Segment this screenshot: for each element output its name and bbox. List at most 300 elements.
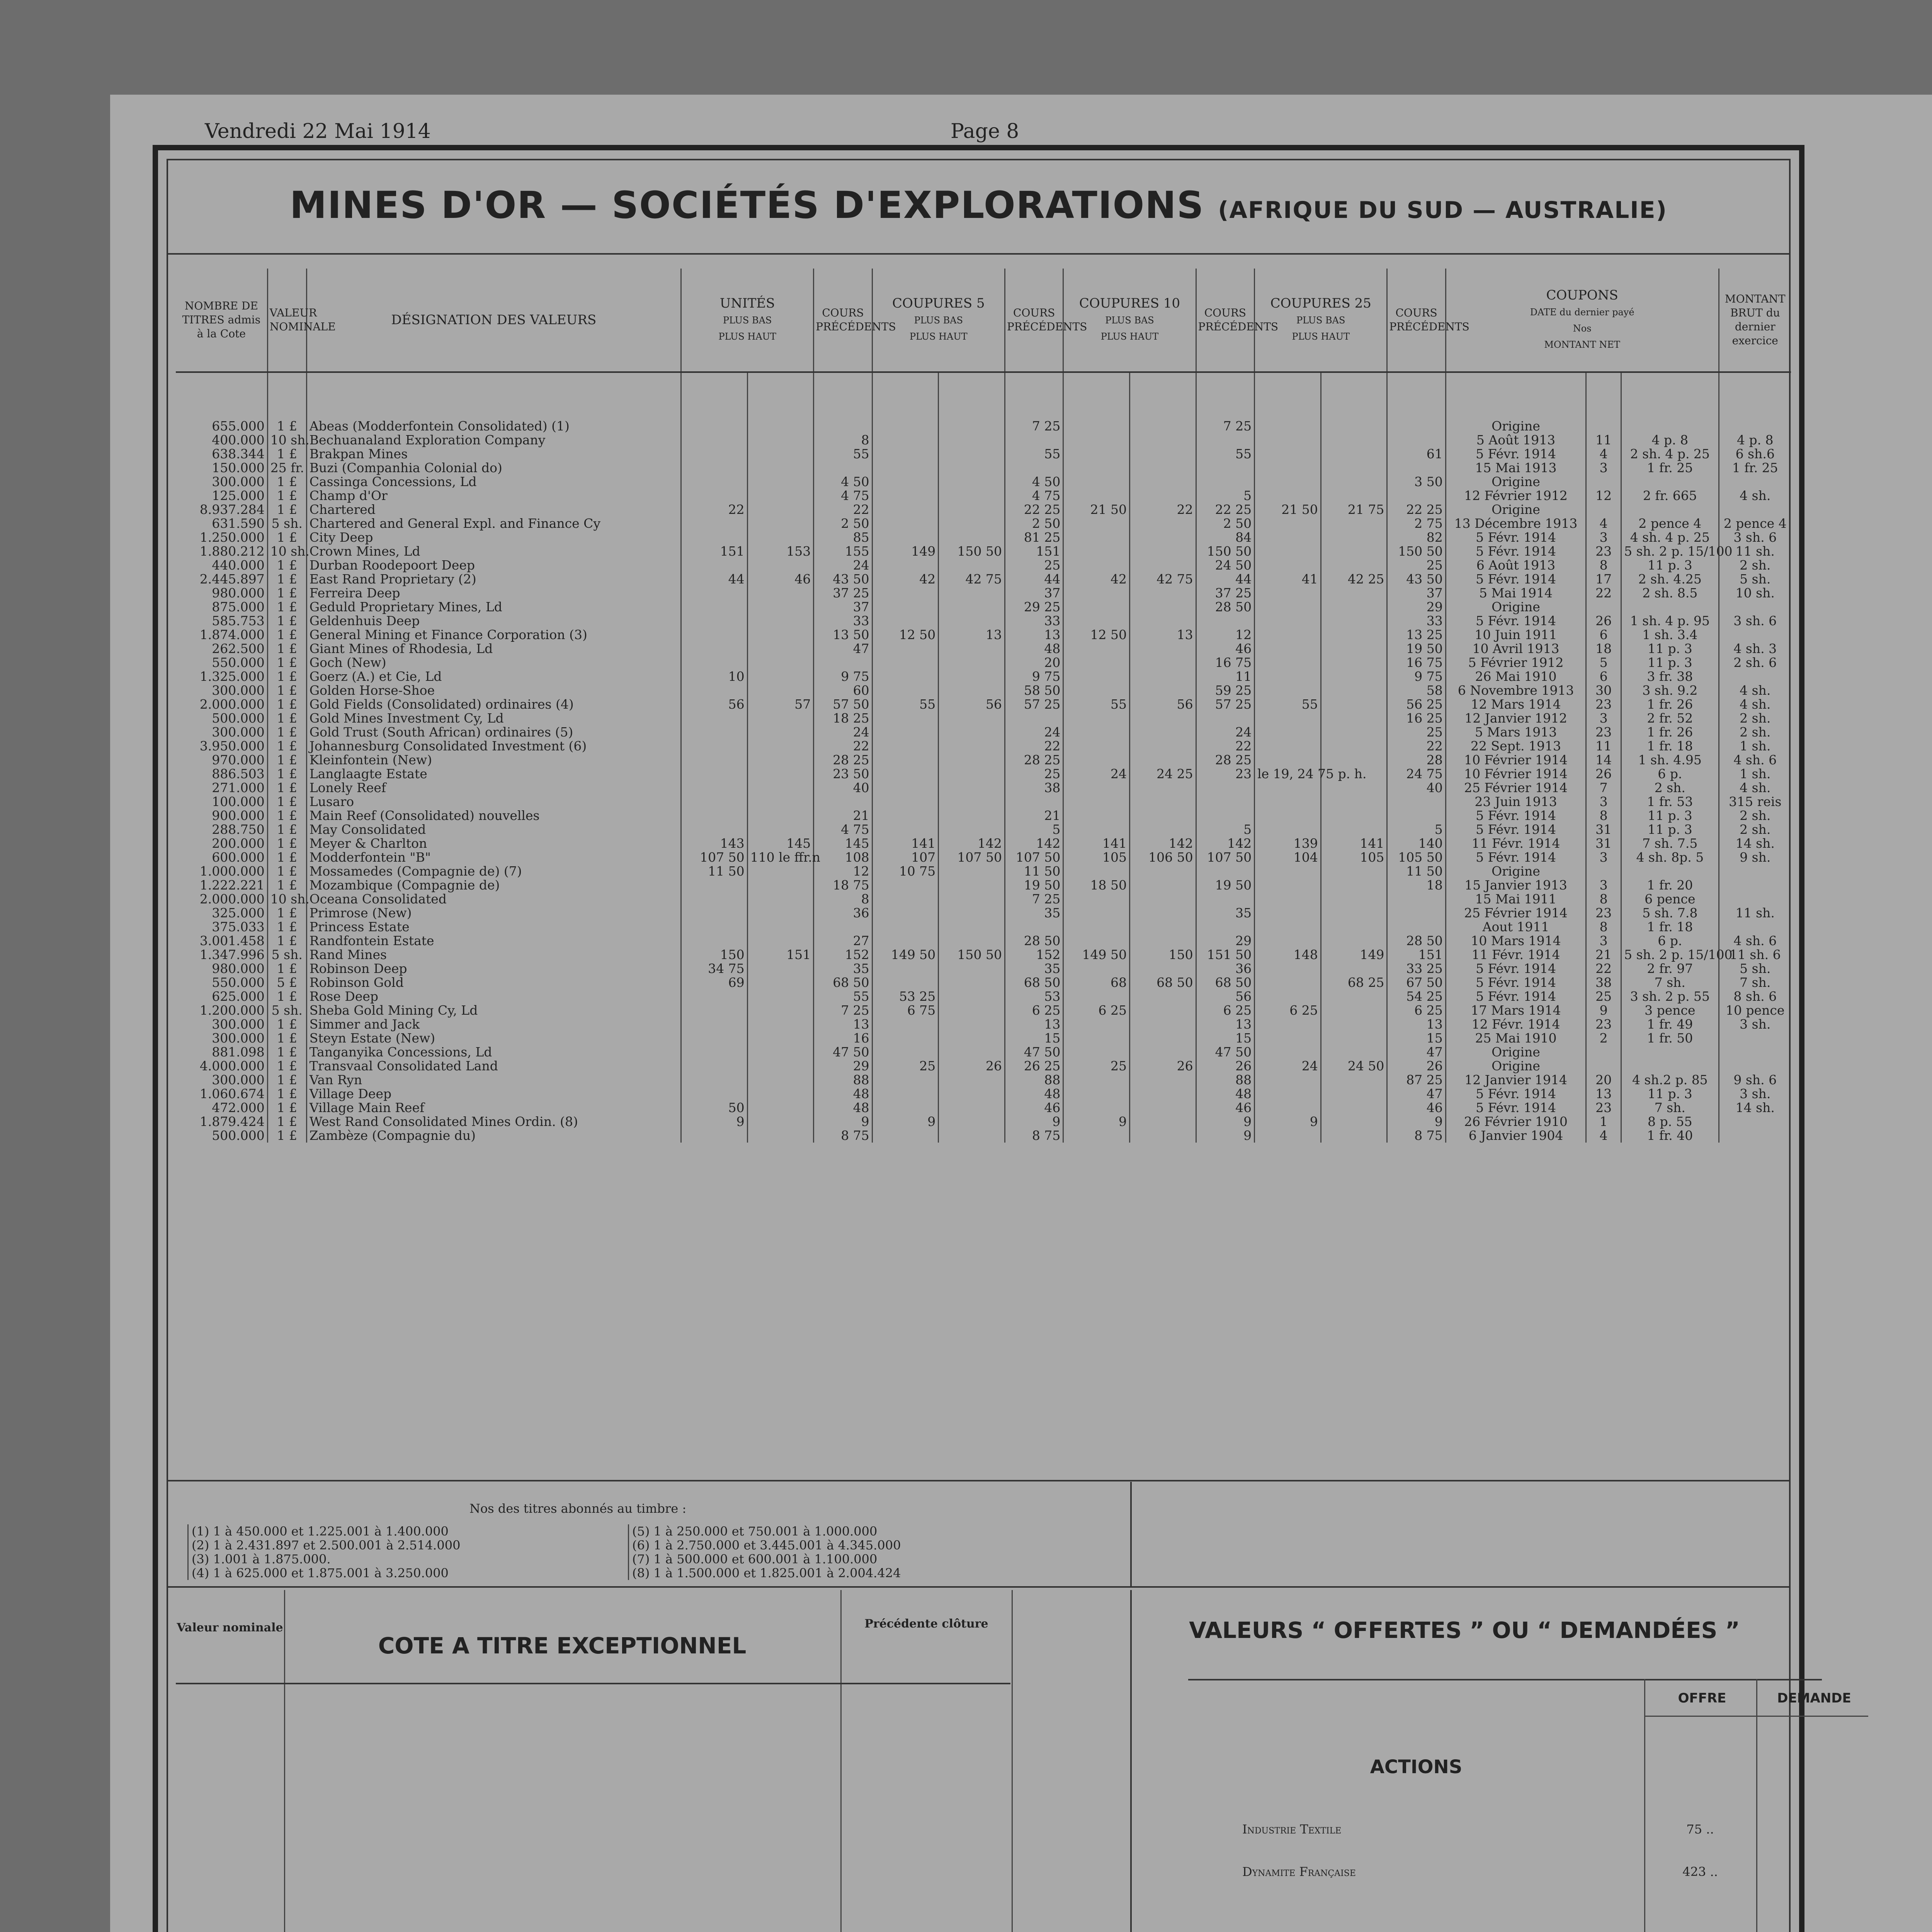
cell-c10c: 24 bbox=[1196, 725, 1254, 739]
cell-v: 1 £ bbox=[267, 837, 306, 850]
cell-c10h: 42 75 bbox=[1130, 572, 1196, 586]
cell-brut: 4 sh. bbox=[1719, 684, 1791, 697]
cell-c25b bbox=[1255, 1017, 1321, 1031]
cell-c25h bbox=[1321, 475, 1387, 489]
cell-c25h bbox=[1321, 962, 1387, 976]
cell-c25h bbox=[1321, 447, 1387, 461]
cell-d: Lusaro bbox=[306, 795, 681, 809]
cell-date: 26 Mai 1910 bbox=[1446, 670, 1586, 684]
cell-c10h: 22 bbox=[1130, 503, 1196, 517]
cell-c5h bbox=[939, 670, 1005, 684]
exceptionnel-col-line bbox=[840, 1590, 842, 1932]
cell-date: 15 Janvier 1913 bbox=[1446, 878, 1586, 892]
demande-label: DEMANDE bbox=[1777, 1690, 1851, 1706]
cell-brut: 4 sh. bbox=[1719, 781, 1791, 795]
cell-c10b bbox=[1063, 906, 1130, 920]
cell-c5b bbox=[872, 1129, 939, 1143]
cell-c5h bbox=[939, 753, 1005, 767]
notes-rule bbox=[168, 1480, 1789, 1481]
cell-net: 3 fr. 38 bbox=[1621, 670, 1719, 684]
cell-c10h bbox=[1130, 920, 1196, 934]
cell-c5b bbox=[872, 892, 939, 906]
cell-v: 1 £ bbox=[267, 753, 306, 767]
cell-c25b bbox=[1255, 1031, 1321, 1045]
cell-c10c: 2 50 bbox=[1196, 517, 1254, 531]
cell-c25c: 56 25 bbox=[1387, 697, 1446, 711]
cell-ub bbox=[681, 934, 747, 948]
cell-no: 12 bbox=[1586, 489, 1621, 503]
cell-uh bbox=[747, 600, 814, 614]
cell-brut: 2 sh. bbox=[1719, 711, 1791, 725]
cell-brut bbox=[1719, 878, 1791, 892]
table-row bbox=[176, 642, 1791, 656]
cell-date: 5 Févr. 1914 bbox=[1446, 990, 1586, 1003]
offertes-title: VALEURS “ OFFERTES ” OU “ DEMANDÉES ” bbox=[1189, 1617, 1740, 1643]
cell-c25c: 9 75 bbox=[1387, 670, 1446, 684]
cell-c10c: 142 bbox=[1196, 837, 1254, 850]
cell-brut bbox=[1719, 475, 1791, 489]
cell-n: 3.950.000 bbox=[199, 738, 265, 753]
cell-c25h bbox=[1321, 1017, 1387, 1031]
title-main: MINES D'OR — SOCIÉTÉS D'EXPLORATIONS bbox=[289, 184, 1204, 227]
cell-date: 12 Janvier 1914 bbox=[1446, 1073, 1586, 1087]
cell-date: 6 Janvier 1904 bbox=[1446, 1129, 1586, 1143]
cell-uh bbox=[747, 1059, 814, 1073]
cell-ub: 11 50 bbox=[681, 864, 747, 878]
cell-v: 1 £ bbox=[267, 1017, 306, 1031]
cell-n: 440.000 bbox=[212, 558, 265, 573]
note-8: (8) 1 à 1.500.000 et 1.825.001 à 2.004.424 bbox=[632, 1566, 901, 1580]
cell-d: Abeas (Modderfontein Consolidated) (1) bbox=[306, 419, 681, 433]
cell-uh bbox=[747, 809, 814, 823]
cell-net: 3 sh. 2 p. 55 bbox=[1621, 990, 1719, 1003]
table-row bbox=[176, 1031, 1791, 1045]
cell-brut: 4 sh. 6 bbox=[1719, 934, 1791, 948]
col-montant-brut: MONTANT BRUT du dernier exercice bbox=[1719, 269, 1791, 372]
cell-n: 655.000 bbox=[212, 418, 265, 434]
cell-uh bbox=[747, 864, 814, 878]
table-row bbox=[176, 433, 1791, 447]
cell-c25b bbox=[1255, 628, 1321, 642]
cell-date: 22 Sept. 1913 bbox=[1446, 739, 1586, 753]
cell-c5c: 4 50 bbox=[1005, 475, 1063, 489]
cell-v: 10 sh. bbox=[267, 544, 306, 558]
cell-c25b bbox=[1255, 642, 1321, 656]
cell-c5h bbox=[939, 531, 1005, 544]
cell-c10h bbox=[1130, 906, 1196, 920]
cell-c10h bbox=[1130, 1115, 1196, 1129]
cell-c10c: 23 bbox=[1196, 767, 1254, 781]
table-row bbox=[176, 586, 1791, 600]
table-row bbox=[176, 976, 1791, 990]
cell-c25c: 47 bbox=[1387, 1087, 1446, 1101]
cell-uh bbox=[747, 656, 814, 670]
cell-c5c: 35 bbox=[1005, 962, 1063, 976]
cell-c10h: 26 bbox=[1130, 1059, 1196, 1073]
cell-c10c: 48 bbox=[1196, 1087, 1254, 1101]
cell-c10b bbox=[1063, 433, 1130, 447]
cell-c25c bbox=[1387, 419, 1446, 433]
cell-d: Steyn Estate (New) bbox=[306, 1031, 681, 1045]
table-row bbox=[176, 837, 1791, 850]
cell-ub bbox=[681, 628, 747, 642]
cell-c25h bbox=[1321, 558, 1387, 572]
cell-c5c: 47 50 bbox=[1005, 1045, 1063, 1059]
cell-c10c: 37 25 bbox=[1196, 586, 1254, 600]
cell-uc: 29 bbox=[814, 1059, 872, 1073]
cell-c5h bbox=[939, 419, 1005, 433]
cell-v: 10 sh. bbox=[267, 892, 306, 906]
cell-no: 3 bbox=[1586, 711, 1621, 725]
cell-c25b bbox=[1255, 920, 1321, 934]
cell-uh bbox=[747, 739, 814, 753]
cell-ub bbox=[681, 906, 747, 920]
cell-c5c: 19 50 bbox=[1005, 878, 1063, 892]
cell-ub bbox=[681, 461, 747, 475]
cell-date: 5 Févr. 1914 bbox=[1446, 544, 1586, 558]
cell-v: 1 £ bbox=[267, 864, 306, 878]
cell-c10h bbox=[1130, 934, 1196, 948]
cell-date: 26 Février 1910 bbox=[1446, 1115, 1586, 1129]
cell-v: 1 £ bbox=[267, 1129, 306, 1143]
note-3: (3) 1.001 à 1.875.000. bbox=[192, 1552, 331, 1566]
cell-date: 5 Févr. 1914 bbox=[1446, 1101, 1586, 1115]
cell-c5c: 48 bbox=[1005, 1087, 1063, 1101]
cell-ub bbox=[681, 531, 747, 544]
note-1: (1) 1 à 450.000 et 1.225.001 à 1.400.000 bbox=[192, 1524, 449, 1539]
cell-uh bbox=[747, 823, 814, 837]
cell-uh: 153 bbox=[747, 544, 814, 558]
cell-c10b bbox=[1063, 1031, 1130, 1045]
cell-c10c: 84 bbox=[1196, 531, 1254, 544]
cell-c5b bbox=[872, 475, 939, 489]
cell-no bbox=[1586, 600, 1621, 614]
cell-uc: 36 bbox=[814, 906, 872, 920]
cell-c10h bbox=[1130, 586, 1196, 600]
cell-uh: 110 le ffr.n bbox=[747, 850, 814, 864]
cell-uc: 24 bbox=[814, 725, 872, 739]
cell-date: Origine bbox=[1446, 1045, 1586, 1059]
cell-c10c: 151 50 bbox=[1196, 948, 1254, 962]
cell-date: 11 Févr. 1914 bbox=[1446, 837, 1586, 850]
cell-c25h bbox=[1321, 990, 1387, 1003]
cell-c25h: 68 25 bbox=[1321, 976, 1387, 990]
cell-uc: 8 bbox=[814, 433, 872, 447]
cell-c5c: 24 bbox=[1005, 725, 1063, 739]
cell-c25c: 47 bbox=[1387, 1045, 1446, 1059]
table-row bbox=[176, 600, 1791, 614]
cell-c5c: 2 50 bbox=[1005, 517, 1063, 531]
cell-ub bbox=[681, 739, 747, 753]
cell-net bbox=[1621, 1059, 1719, 1073]
cell-no: 3 bbox=[1586, 795, 1621, 809]
cell-ub bbox=[681, 656, 747, 670]
cell-c25c: 151 bbox=[1387, 948, 1446, 962]
cell-brut: 11 sh. 6 bbox=[1719, 948, 1791, 962]
cell-uh bbox=[747, 962, 814, 976]
cell-c10c: 5 bbox=[1196, 489, 1254, 503]
header-date: Vendredi 22 Mai 1914 bbox=[205, 120, 431, 143]
cell-c5b: 141 bbox=[872, 837, 939, 850]
cell-c25b bbox=[1255, 795, 1321, 809]
cell-v: 1 £ bbox=[267, 711, 306, 725]
cell-n: 1.200.000 bbox=[199, 1003, 265, 1018]
cell-n: 1.222.221 bbox=[199, 878, 265, 893]
cell-c25b bbox=[1255, 906, 1321, 920]
cell-c5h bbox=[939, 823, 1005, 837]
cell-c10h: 24 25 bbox=[1130, 767, 1196, 781]
cell-c25h bbox=[1321, 864, 1387, 878]
cell-d: Buzi (Companhia Colonial do) bbox=[306, 461, 681, 475]
cell-uc: 9 75 bbox=[814, 670, 872, 684]
cell-no: 4 bbox=[1586, 447, 1621, 461]
cell-c10h bbox=[1130, 558, 1196, 572]
cell-v: 1 £ bbox=[267, 503, 306, 517]
demande-col-line bbox=[1756, 1679, 1757, 1932]
cell-date: 11 Févr. 1914 bbox=[1446, 948, 1586, 962]
offertes-rule bbox=[1188, 1679, 1822, 1680]
cell-c25c bbox=[1387, 920, 1446, 934]
cell-v: 1 £ bbox=[267, 489, 306, 503]
cell-d: Zambèze (Compagnie du) bbox=[306, 1129, 681, 1143]
cell-uh bbox=[747, 461, 814, 475]
cell-uc: 47 50 bbox=[814, 1045, 872, 1059]
cell-c10c: 16 75 bbox=[1196, 656, 1254, 670]
cell-date: 10 Juin 1911 bbox=[1446, 628, 1586, 642]
cell-c5h bbox=[939, 1087, 1005, 1101]
cell-brut: 10 sh. bbox=[1719, 586, 1791, 600]
cell-date: 5 Févr. 1914 bbox=[1446, 823, 1586, 837]
cell-c25h bbox=[1321, 1045, 1387, 1059]
cell-c5c: 38 bbox=[1005, 781, 1063, 795]
exc-header-rule bbox=[176, 1683, 1010, 1684]
cell-no: 26 bbox=[1586, 767, 1621, 781]
cell-c25c bbox=[1387, 433, 1446, 447]
cell-c5c: 15 bbox=[1005, 1031, 1063, 1045]
cell-c5h: 42 75 bbox=[939, 572, 1005, 586]
cell-c10h: 142 bbox=[1130, 837, 1196, 850]
cell-brut: 4 p. 8 bbox=[1719, 433, 1791, 447]
cell-d: Geldenhuis Deep bbox=[306, 614, 681, 628]
table-row bbox=[176, 1129, 1791, 1143]
cell-no: 8 bbox=[1586, 558, 1621, 572]
cell-c25c: 16 25 bbox=[1387, 711, 1446, 725]
cell-c10c: 5 bbox=[1196, 823, 1254, 837]
cell-date: 5 Mars 1913 bbox=[1446, 725, 1586, 739]
cell-c10b: 18 50 bbox=[1063, 878, 1130, 892]
cell-n: 400.000 bbox=[212, 432, 265, 447]
cell-c10b bbox=[1063, 711, 1130, 725]
table-row bbox=[176, 544, 1791, 558]
cell-uh bbox=[747, 433, 814, 447]
cell-uc: 37 25 bbox=[814, 586, 872, 600]
cell-c10c: 13 bbox=[1196, 1017, 1254, 1031]
cell-c10h: 150 bbox=[1130, 948, 1196, 962]
cell-net: 7 sh. 7.5 bbox=[1621, 837, 1719, 850]
table-row bbox=[176, 558, 1791, 572]
cell-n: 472.000 bbox=[212, 1100, 265, 1115]
cell-c25h: 42 25 bbox=[1321, 572, 1387, 586]
cell-date: 12 Févr. 1914 bbox=[1446, 1017, 1586, 1031]
cell-net: 7 sh. bbox=[1621, 976, 1719, 990]
cell-d: Robinson Deep bbox=[306, 962, 681, 976]
cell-d: Modderfontein "B" bbox=[306, 850, 681, 864]
cell-no: 4 bbox=[1586, 1129, 1621, 1143]
cell-uc: 22 bbox=[814, 739, 872, 753]
cell-v: 1 £ bbox=[267, 1031, 306, 1045]
cell-v: 1 £ bbox=[267, 1087, 306, 1101]
cell-c5h bbox=[939, 1115, 1005, 1129]
cell-d: Rose Deep bbox=[306, 990, 681, 1003]
cell-c5b bbox=[872, 795, 939, 809]
cell-c5c: 44 bbox=[1005, 572, 1063, 586]
cell-c5b bbox=[872, 739, 939, 753]
cell-c25c: 5 bbox=[1387, 823, 1446, 837]
cell-no: 23 bbox=[1586, 906, 1621, 920]
cell-uc: 155 bbox=[814, 544, 872, 558]
cell-c25b bbox=[1255, 878, 1321, 892]
table-row bbox=[176, 475, 1791, 489]
cell-c25h bbox=[1321, 1031, 1387, 1045]
cell-d: East Rand Proprietary (2) bbox=[306, 572, 681, 586]
cell-uc: 7 25 bbox=[814, 1003, 872, 1017]
cell-c10c: 9 bbox=[1196, 1115, 1254, 1129]
cell-n: 2.000.000 bbox=[199, 697, 265, 712]
cell-c10b bbox=[1063, 1129, 1130, 1143]
table-row bbox=[176, 739, 1791, 753]
cell-brut: 4 sh. 3 bbox=[1719, 642, 1791, 656]
cell-brut: 11 sh. bbox=[1719, 544, 1791, 558]
note-5: (5) 1 à 250.000 et 750.001 à 1.000.000 bbox=[632, 1524, 878, 1539]
cell-uh bbox=[747, 906, 814, 920]
cell-c5b: 53 25 bbox=[872, 990, 939, 1003]
cell-brut bbox=[1719, 1031, 1791, 1045]
table-row bbox=[176, 489, 1791, 503]
cell-c25b bbox=[1255, 531, 1321, 544]
cell-n: 881.098 bbox=[212, 1044, 265, 1060]
cell-c10c: 28 50 bbox=[1196, 600, 1254, 614]
cell-date: 5 Févr. 1914 bbox=[1446, 572, 1586, 586]
cell-c25h bbox=[1321, 517, 1387, 531]
cell-v: 1 £ bbox=[267, 781, 306, 795]
cell-ub: 69 bbox=[681, 976, 747, 990]
cell-c25b bbox=[1255, 739, 1321, 753]
cell-uc: 85 bbox=[814, 531, 872, 544]
cell-c10b: 9 bbox=[1063, 1115, 1130, 1129]
cell-v: 5 sh. bbox=[267, 517, 306, 531]
cell-net: 2 pence 4 bbox=[1621, 517, 1719, 531]
cell-d: Crown Mines, Ld bbox=[306, 544, 681, 558]
cell-c25c bbox=[1387, 795, 1446, 809]
cell-uh bbox=[747, 517, 814, 531]
cell-c10c: 56 bbox=[1196, 990, 1254, 1003]
cell-net: 1 fr. 26 bbox=[1621, 697, 1719, 711]
cell-d: Bechuanaland Exploration Company bbox=[306, 433, 681, 447]
table-row bbox=[176, 753, 1791, 767]
cell-c10c: 22 bbox=[1196, 739, 1254, 753]
cell-c10b bbox=[1063, 447, 1130, 461]
cell-brut bbox=[1719, 1115, 1791, 1129]
cell-c5h: 56 bbox=[939, 697, 1005, 711]
table-row bbox=[176, 419, 1791, 433]
cell-c25b bbox=[1255, 1101, 1321, 1115]
cell-n: 500.000 bbox=[212, 1128, 265, 1143]
cell-date: 5 Févr. 1914 bbox=[1446, 809, 1586, 823]
cell-ub bbox=[681, 489, 747, 503]
cell-c25h: 21 75 bbox=[1321, 503, 1387, 517]
cell-date: 25 Février 1914 bbox=[1446, 781, 1586, 795]
page-title bbox=[168, 184, 1789, 227]
cell-c5h bbox=[939, 461, 1005, 475]
cell-c10h bbox=[1130, 433, 1196, 447]
cell-c10c: 24 50 bbox=[1196, 558, 1254, 572]
cell-brut: 1 sh. bbox=[1719, 767, 1791, 781]
col-coupures25: COUPURES 25 PLUS BAS PLUS HAUT bbox=[1255, 269, 1387, 372]
table-row bbox=[176, 906, 1791, 920]
cell-c10b bbox=[1063, 1087, 1130, 1101]
cell-uh bbox=[747, 990, 814, 1003]
cell-c25h bbox=[1321, 934, 1387, 948]
offre-item-1-value: 75 .. bbox=[1686, 1822, 1714, 1837]
cell-ub bbox=[681, 419, 747, 433]
cell-n: 300.000 bbox=[212, 1072, 265, 1087]
cell-c5b bbox=[872, 642, 939, 656]
cell-date: 25 Mai 1910 bbox=[1446, 1031, 1586, 1045]
cell-c25h bbox=[1321, 795, 1387, 809]
cell-uh bbox=[747, 753, 814, 767]
cell-c25b bbox=[1255, 461, 1321, 475]
cell-v: 1 £ bbox=[267, 1073, 306, 1087]
cell-uh bbox=[747, 976, 814, 990]
cell-c10h: 68 50 bbox=[1130, 976, 1196, 990]
cell-no: 5 bbox=[1586, 656, 1621, 670]
cell-net bbox=[1621, 475, 1719, 489]
cell-no: 31 bbox=[1586, 823, 1621, 837]
cell-net bbox=[1621, 864, 1719, 878]
cell-c25h bbox=[1321, 614, 1387, 628]
cell-n: 100.000 bbox=[212, 794, 265, 809]
offre-item-1-name: Industrie Textile bbox=[1242, 1822, 1342, 1837]
cell-ub bbox=[681, 878, 747, 892]
cell-c25c bbox=[1387, 461, 1446, 475]
cell-c10b bbox=[1063, 781, 1130, 795]
cell-v: 1 £ bbox=[267, 990, 306, 1003]
cell-c25h bbox=[1321, 906, 1387, 920]
cell-uh bbox=[747, 475, 814, 489]
cell-c10b bbox=[1063, 1017, 1130, 1031]
cell-c10c: 11 bbox=[1196, 670, 1254, 684]
cell-v: 1 £ bbox=[267, 739, 306, 753]
col-cours-c25: COURS PRÉCÉDENTS bbox=[1387, 269, 1446, 372]
cell-net bbox=[1621, 1045, 1719, 1059]
cell-brut: 3 sh. bbox=[1719, 1087, 1791, 1101]
cell-uh: 57 bbox=[747, 697, 814, 711]
cell-c10h bbox=[1130, 990, 1196, 1003]
cell-c5c: 13 bbox=[1005, 1017, 1063, 1031]
cell-brut: 4 sh. bbox=[1719, 489, 1791, 503]
cell-c25c: 58 bbox=[1387, 684, 1446, 697]
cell-n: 3.001.458 bbox=[199, 933, 265, 948]
cell-brut: 5 sh. bbox=[1719, 572, 1791, 586]
cell-c10h bbox=[1130, 1101, 1196, 1115]
offre-col-line bbox=[1644, 1679, 1645, 1932]
cell-n: 1.325.000 bbox=[199, 669, 265, 684]
table-row bbox=[176, 461, 1791, 475]
cell-uc: 88 bbox=[814, 1073, 872, 1087]
cell-c25h bbox=[1321, 433, 1387, 447]
cell-ub: 151 bbox=[681, 544, 747, 558]
cell-n: 300.000 bbox=[212, 1031, 265, 1046]
